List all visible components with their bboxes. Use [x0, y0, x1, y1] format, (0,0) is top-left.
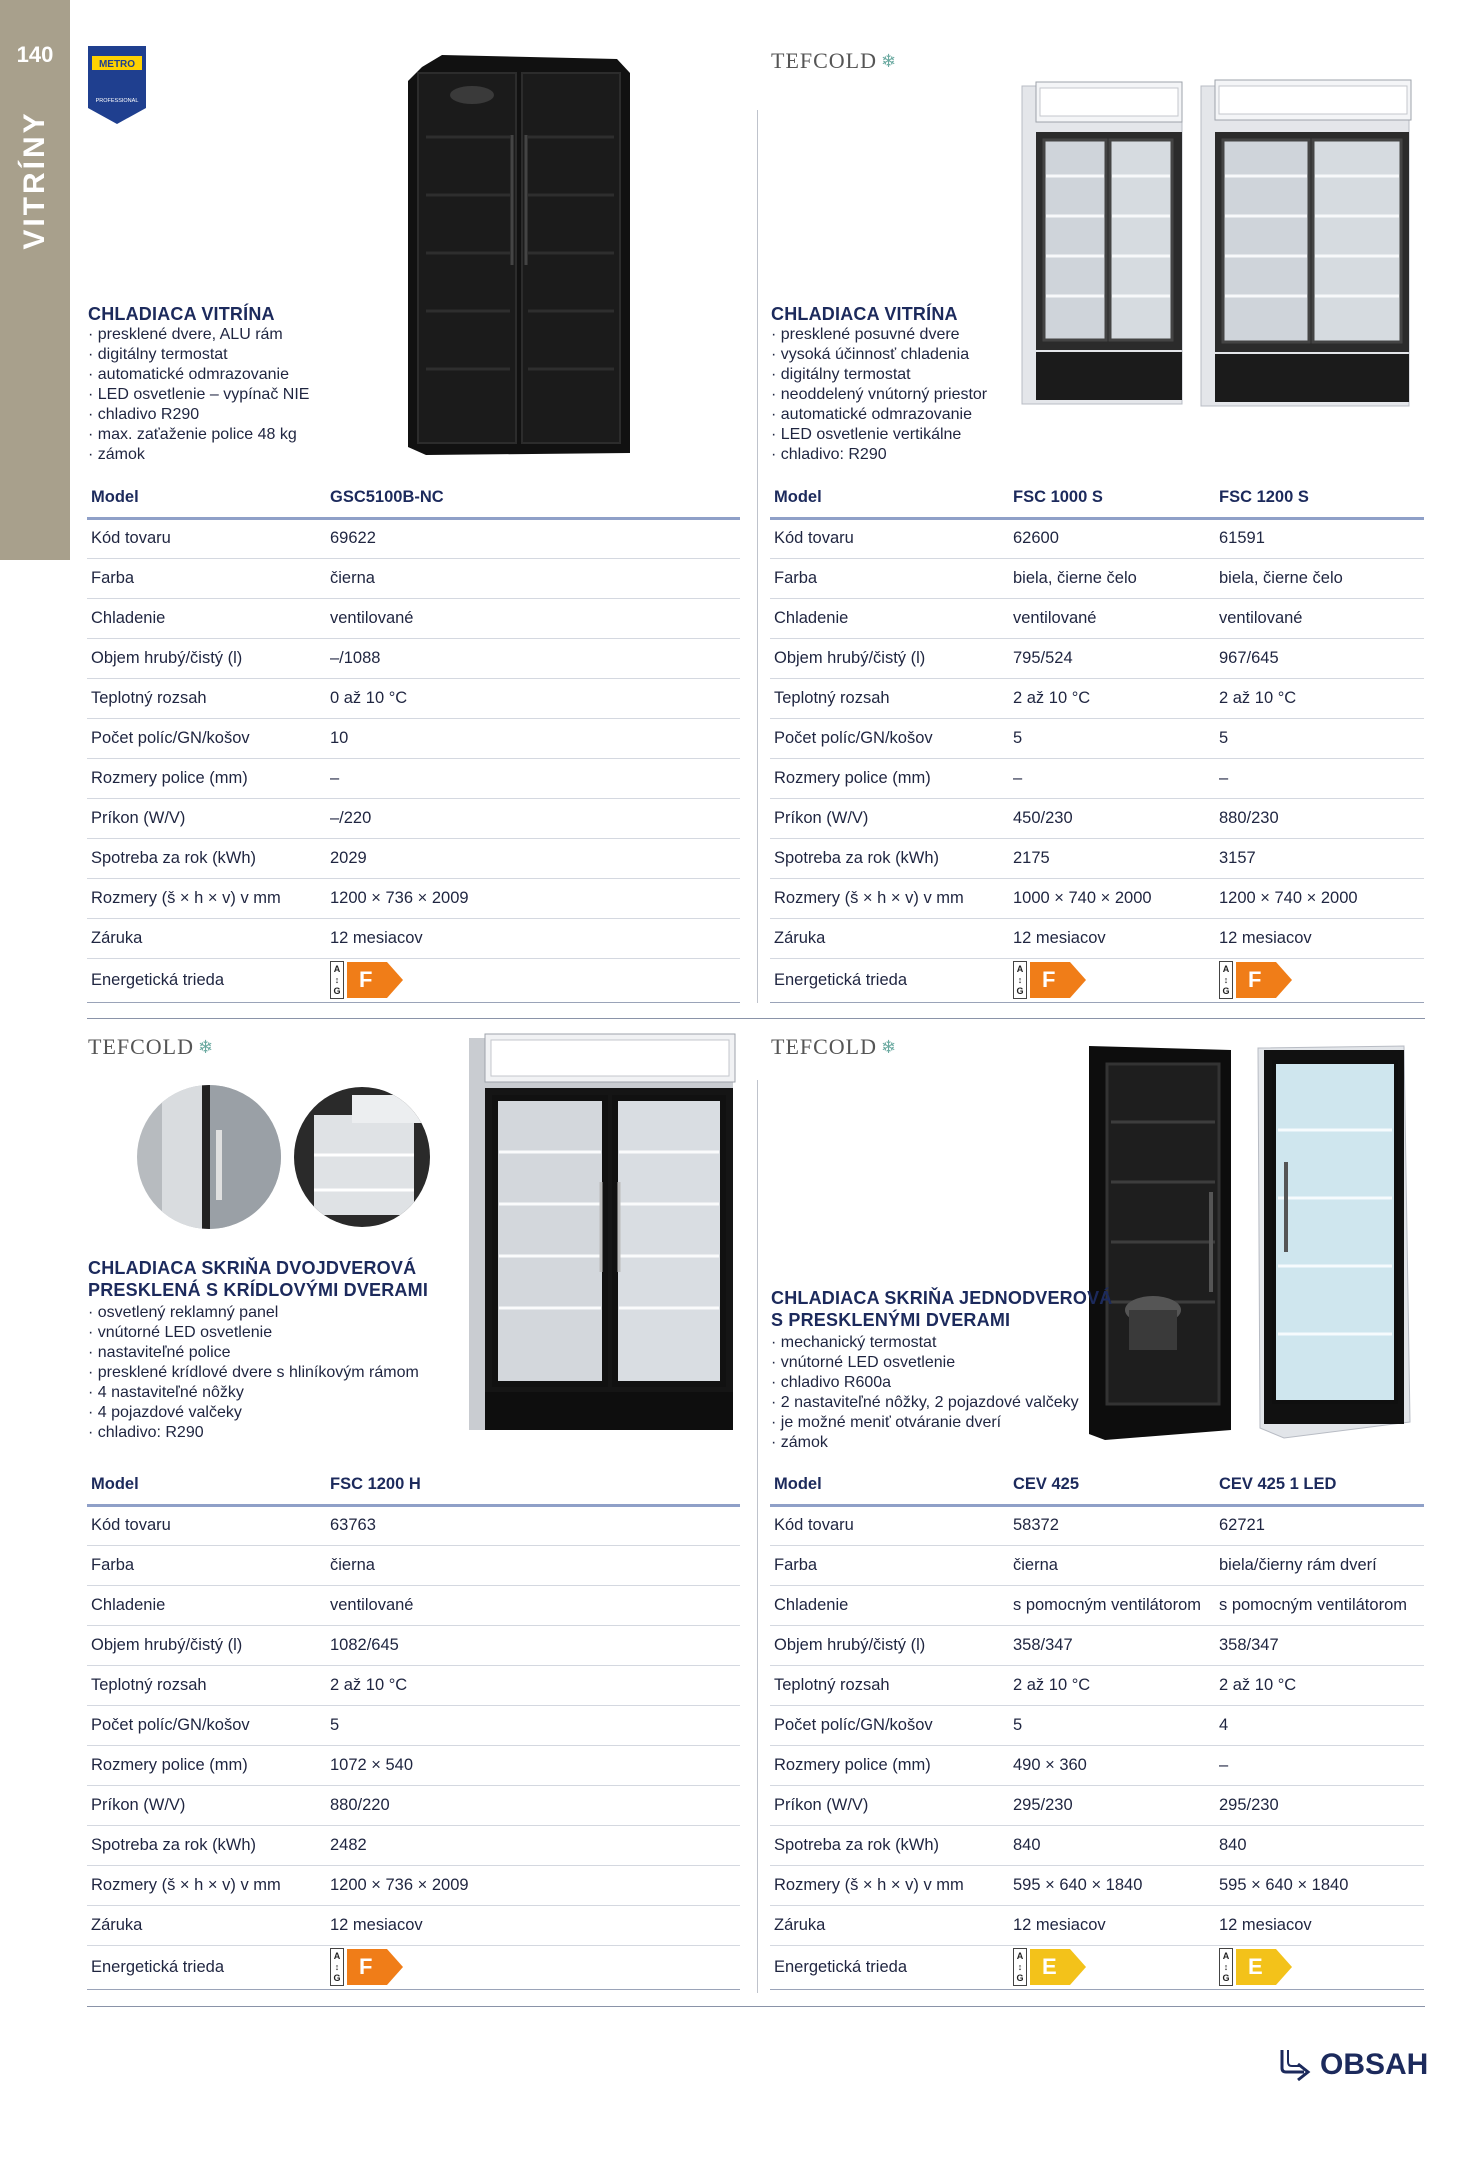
spec-label: Teplotný rozsah: [87, 1665, 326, 1705]
spec-value: 1200 × 736 × 2009: [326, 1865, 740, 1905]
spec-label: Kód tovaru: [87, 1505, 326, 1545]
spec-label: Objem hrubý/čistý (l): [87, 1625, 326, 1665]
spec-label: Objem hrubý/čistý (l): [87, 638, 326, 678]
spec-value: –: [326, 758, 740, 798]
feature-item: · vysoká účinnosť chladenia: [771, 345, 987, 365]
spec-label: Počet políc/GN/košov: [770, 718, 1009, 758]
product-title: [771, 1287, 1113, 1331]
spec-header-row: [87, 1465, 740, 1505]
spec-row: [87, 558, 740, 598]
spec-label: Záruka: [87, 918, 326, 958]
energy-cell: [1215, 1945, 1424, 1989]
feature-item: · LED osvetlenie vertikálne: [771, 425, 987, 445]
spec-row: [87, 838, 740, 878]
spec-header-row: [87, 478, 740, 518]
feature-item: · nastaviteľné police: [88, 1343, 419, 1363]
product-image-fsc1200s: [1195, 76, 1413, 414]
spec-label: Kód tovaru: [770, 1505, 1009, 1545]
spec-row: [770, 1545, 1424, 1585]
spec-row: [770, 838, 1424, 878]
section-title: VITRÍNY: [18, 110, 51, 250]
product-title: CHLADIACA VITRÍNA: [88, 304, 275, 324]
spec-value: s pomocným ventilátorom: [1215, 1585, 1424, 1625]
spec-label: Spotreba za rok (kWh): [87, 838, 326, 878]
spec-label: Spotreba za rok (kWh): [770, 1825, 1009, 1865]
spec-table: [87, 1465, 740, 1990]
spec-table: [770, 478, 1424, 1003]
obsah-link[interactable]: [1278, 2048, 1428, 2082]
spec-label: Spotreba za rok (kWh): [770, 838, 1009, 878]
spec-row: [87, 1665, 740, 1705]
spec-value: 3157: [1215, 838, 1424, 878]
tefcold-logo: [771, 48, 897, 74]
product-image-fsc1000s: [1014, 76, 1184, 411]
energy-cell: [326, 958, 740, 1002]
energy-scale-icon: A ↕ G: [330, 1948, 344, 1986]
side-tab: [0, 0, 70, 560]
spec-value: 1200 × 736 × 2009: [326, 878, 740, 918]
spec-row: [770, 558, 1424, 598]
spec-value: 10: [326, 718, 740, 758]
spec-value: 2 až 10 °C: [1009, 678, 1215, 718]
energy-scale-icon: A ↕ G: [1013, 1948, 1027, 1986]
spec-row: [770, 518, 1424, 558]
energy-class-letter: F: [1042, 967, 1056, 992]
spec-label: Chladenie: [770, 1585, 1009, 1625]
spec-label: Chladenie: [87, 1585, 326, 1625]
spec-label: Počet políc/GN/košov: [770, 1705, 1009, 1745]
spec-row: [770, 1705, 1424, 1745]
spec-value: –: [1215, 758, 1424, 798]
spec-value: –: [1009, 758, 1215, 798]
spec-row: [87, 918, 740, 958]
spec-row: [87, 638, 740, 678]
spec-label: Energetická trieda: [87, 1945, 326, 1989]
spec-value: biela, čierne čelo: [1215, 558, 1424, 598]
spec-value: 1200 × 740 × 2000: [1215, 878, 1424, 918]
spec-value: 595 × 640 × 1840: [1215, 1865, 1424, 1905]
spec-label: Rozmery (š × h × v) v mm: [87, 1865, 326, 1905]
spec-row: [770, 1745, 1424, 1785]
spec-row: [87, 1545, 740, 1585]
spec-label: Chladenie: [770, 598, 1009, 638]
spec-header-row: [770, 1465, 1424, 1505]
spec-row: [87, 1625, 740, 1665]
spec-row: [87, 1825, 740, 1865]
energy-class-letter: E: [1248, 1954, 1263, 1979]
spec-value: čierna: [326, 1545, 740, 1585]
energy-row: [770, 1945, 1424, 1989]
snowflake-icon: ❄: [198, 1036, 215, 1057]
spec-row: [770, 918, 1424, 958]
spec-row: [770, 878, 1424, 918]
spec-value: 62600: [1009, 518, 1215, 558]
feature-item: · mechanický termostat: [771, 1333, 1079, 1353]
energy-arrow: [1236, 1949, 1292, 1985]
energy-row: [87, 958, 740, 1002]
spec-value: 1072 × 540: [326, 1745, 740, 1785]
energy-scale-icon: A ↕ G: [1013, 961, 1027, 999]
energy-cell: [1009, 1945, 1215, 1989]
spec-row: [770, 1665, 1424, 1705]
spec-row: [87, 518, 740, 558]
spec-label: Záruka: [87, 1905, 326, 1945]
spec-row: [87, 1745, 740, 1785]
energy-class-label: [1013, 961, 1086, 999]
feature-item: · 4 nastaviteľné nôžky: [88, 1383, 419, 1403]
product-title-line: S PRESKLENÝMI DVERAMI: [771, 1310, 1011, 1330]
spec-row: [87, 1865, 740, 1905]
spec-value: 795/524: [1009, 638, 1215, 678]
feature-item: · je možné meniť otváranie dverí: [771, 1413, 1079, 1433]
spec-value: 63763: [326, 1505, 740, 1545]
spec-label: Teplotný rozsah: [770, 678, 1009, 718]
energy-arrow: [1030, 962, 1086, 998]
spec-row: [770, 1825, 1424, 1865]
model-name: FSC 1200 H: [326, 1465, 740, 1505]
page-number: 140: [16, 42, 54, 67]
spec-header-label: Model: [87, 478, 326, 518]
spec-label: Rozmery police (mm): [87, 758, 326, 798]
product-title: CHLADIACA VITRÍNA: [771, 304, 958, 324]
spec-value: ventilované: [326, 1585, 740, 1625]
feature-item: · osvetlený reklamný panel: [88, 1303, 419, 1323]
spec-value: 4: [1215, 1705, 1424, 1745]
spec-value: 2482: [326, 1825, 740, 1865]
spec-row: [87, 758, 740, 798]
feature-item: · chladivo: R290: [88, 1423, 419, 1443]
spec-label: Záruka: [770, 1905, 1009, 1945]
spec-row: [87, 1505, 740, 1545]
arrow-return-icon: [1278, 2048, 1314, 2082]
spec-label: Kód tovaru: [770, 518, 1009, 558]
spec-row: [770, 678, 1424, 718]
section-divider: [87, 2006, 1425, 2007]
spec-table: [87, 478, 740, 1003]
spec-header-label: Model: [87, 1465, 326, 1505]
spec-row: [770, 798, 1424, 838]
spec-row: [770, 598, 1424, 638]
spec-label: Príkon (W/V): [770, 798, 1009, 838]
energy-scale-icon: A ↕ G: [330, 961, 344, 999]
spec-label: Objem hrubý/čistý (l): [770, 638, 1009, 678]
product-title: [88, 1257, 428, 1301]
energy-arrow: [1030, 1949, 1086, 1985]
spec-label: Počet políc/GN/košov: [87, 1705, 326, 1745]
metro-professional-logo: [88, 46, 146, 124]
model-name: FSC 1200 S: [1215, 478, 1424, 518]
energy-class-label: [330, 961, 403, 999]
feature-item: · vnútorné LED osvetlenie: [771, 1353, 1079, 1373]
spec-value: –: [1215, 1745, 1424, 1785]
spec-header-label: Model: [770, 1465, 1009, 1505]
spec-row: [770, 638, 1424, 678]
energy-class-letter: F: [359, 1954, 373, 1979]
feature-item: · zámok: [88, 445, 309, 465]
energy-class-label: [330, 1948, 403, 1986]
feature-item: · max. zaťaženie police 48 kg: [88, 425, 309, 445]
feature-item: · chladivo: R290: [771, 445, 987, 465]
feature-item: · chladivo R290: [88, 405, 309, 425]
spec-row: [87, 598, 740, 638]
column-divider: [757, 1080, 758, 1993]
snowflake-icon: ❄: [881, 1036, 898, 1057]
energy-scale-icon: A ↕ G: [1219, 961, 1233, 999]
product-image-cev425: [1085, 1042, 1235, 1442]
spec-value: –/1088: [326, 638, 740, 678]
spec-header-label: Model: [770, 478, 1009, 518]
model-name: CEV 425: [1009, 1465, 1215, 1505]
spec-value: ventilované: [326, 598, 740, 638]
energy-class-label: [1219, 1948, 1292, 1986]
spec-value: 12 mesiacov: [1009, 918, 1215, 958]
spec-value: 12 mesiacov: [1215, 1905, 1424, 1945]
tefcold-logo-text: TEFCOLD: [88, 1034, 194, 1059]
spec-value: 62721: [1215, 1505, 1424, 1545]
spec-value: 450/230: [1009, 798, 1215, 838]
spec-value: biela/čierny rám dverí: [1215, 1545, 1424, 1585]
spec-label: Počet políc/GN/košov: [87, 718, 326, 758]
product-title-line: CHLADIACA SKRIŇA JEDNODVEROVÁ: [771, 1288, 1113, 1308]
spec-value: 58372: [1009, 1505, 1215, 1545]
feature-item: · automatické odmrazovanie: [88, 365, 309, 385]
energy-class-letter: F: [359, 967, 373, 992]
spec-row: [770, 718, 1424, 758]
feature-item: · presklené dvere, ALU rám: [88, 325, 309, 345]
spec-label: Rozmery (š × h × v) v mm: [770, 878, 1009, 918]
energy-class-label: [1013, 1948, 1086, 1986]
spec-value: 12 mesiacov: [326, 918, 740, 958]
spec-value: –/220: [326, 798, 740, 838]
product-detail-image-doors: [132, 1080, 287, 1235]
energy-class-letter: E: [1042, 1954, 1057, 1979]
spec-label: Príkon (W/V): [87, 1785, 326, 1825]
spec-value: 840: [1009, 1825, 1215, 1865]
spec-value: 1000 × 740 × 2000: [1009, 878, 1215, 918]
spec-row: [87, 798, 740, 838]
spec-label: Teplotný rozsah: [87, 678, 326, 718]
energy-row: [87, 1945, 740, 1989]
spec-value: 2029: [326, 838, 740, 878]
energy-class-label: [1219, 961, 1292, 999]
feature-item: · digitálny termostat: [88, 345, 309, 365]
model-name: CEV 425 1 LED: [1215, 1465, 1424, 1505]
spec-table: [770, 1465, 1424, 1990]
feature-item: · 4 pojazdové valčeky: [88, 1403, 419, 1423]
spec-label: Rozmery police (mm): [770, 758, 1009, 798]
section-divider: [87, 1018, 1425, 1019]
spec-value: 5: [1215, 718, 1424, 758]
tefcold-logo-text: TEFCOLD: [771, 1034, 877, 1059]
snowflake-icon: ❄: [881, 50, 898, 71]
spec-row: [770, 1505, 1424, 1545]
feature-item: · automatické odmrazovanie: [771, 405, 987, 425]
feature-item: · chladivo R600a: [771, 1373, 1079, 1393]
spec-value: 295/230: [1009, 1785, 1215, 1825]
feature-item: · zámok: [771, 1433, 1079, 1453]
energy-arrow: [347, 1949, 403, 1985]
spec-row: [87, 1905, 740, 1945]
spec-row: [87, 718, 740, 758]
spec-value: 490 × 360: [1009, 1745, 1215, 1785]
feature-item: · digitálny termostat: [771, 365, 987, 385]
spec-label: Kód tovaru: [87, 518, 326, 558]
spec-label: Farba: [770, 558, 1009, 598]
tefcold-logo: [88, 1034, 214, 1060]
spec-row: [770, 1625, 1424, 1665]
spec-value: ventilované: [1009, 598, 1215, 638]
energy-class-letter: F: [1248, 967, 1262, 992]
spec-value: s pomocným ventilátorom: [1009, 1585, 1215, 1625]
model-name: FSC 1000 S: [1009, 478, 1215, 518]
spec-row: [770, 1905, 1424, 1945]
feature-list: [88, 1303, 419, 1443]
spec-row: [87, 1785, 740, 1825]
spec-label: Rozmery police (mm): [87, 1745, 326, 1785]
spec-label: Energetická trieda: [770, 1945, 1009, 1989]
product-detail-image-interior: [292, 1085, 432, 1230]
spec-value: 840: [1215, 1825, 1424, 1865]
feature-list: [771, 1333, 1079, 1453]
spec-row: [770, 758, 1424, 798]
spec-label: Príkon (W/V): [770, 1785, 1009, 1825]
spec-header-row: [770, 478, 1424, 518]
spec-value: 69622: [326, 518, 740, 558]
spec-value: 0 až 10 °C: [326, 678, 740, 718]
feature-item: · vnútorné LED osvetlenie: [88, 1323, 419, 1343]
product-image-gsc5100b: [402, 55, 632, 460]
tefcold-logo-text: TEFCOLD: [771, 48, 877, 73]
spec-value: 12 mesiacov: [1215, 918, 1424, 958]
spec-row: [87, 1585, 740, 1625]
product-title-line: CHLADIACA SKRIŇA DVOJDVEROVÁ: [88, 1258, 417, 1278]
spec-label: Energetická trieda: [770, 958, 1009, 1002]
spec-label: Záruka: [770, 918, 1009, 958]
feature-list: [771, 325, 987, 465]
spec-value: 880/220: [326, 1785, 740, 1825]
model-name: GSC5100B-NC: [326, 478, 740, 518]
spec-row: [87, 678, 740, 718]
energy-scale-icon: A ↕ G: [1219, 1948, 1233, 1986]
metro-logo-text: METRO: [98, 59, 136, 70]
spec-label: Rozmery (š × h × v) v mm: [770, 1865, 1009, 1905]
product-image-cev425-1-led: [1254, 1042, 1414, 1442]
product-image-fsc1200h: [465, 1032, 737, 1437]
spec-value: 61591: [1215, 518, 1424, 558]
spec-value: 358/347: [1009, 1625, 1215, 1665]
spec-label: Rozmery (š × h × v) v mm: [87, 878, 326, 918]
spec-value: 12 mesiacov: [326, 1905, 740, 1945]
spec-row: [770, 1585, 1424, 1625]
feature-item: · LED osvetlenie – vypínač NIE: [88, 385, 309, 405]
product-title-line: PRESKLENÁ S KRÍDLOVÝMI DVERAMI: [88, 1280, 429, 1300]
spec-label: Farba: [87, 1545, 326, 1585]
spec-value: 880/230: [1215, 798, 1424, 838]
spec-value: 5: [326, 1705, 740, 1745]
spec-value: čierna: [326, 558, 740, 598]
energy-arrow: [347, 962, 403, 998]
spec-label: Rozmery police (mm): [770, 1745, 1009, 1785]
spec-row: [770, 1865, 1424, 1905]
feature-item: · presklené krídlové dvere s hliníkovým rámom: [88, 1363, 419, 1383]
spec-value: 295/230: [1215, 1785, 1424, 1825]
energy-cell: [326, 1945, 740, 1989]
energy-cell: [1009, 958, 1215, 1002]
spec-value: ventilované: [1215, 598, 1424, 638]
spec-row: [87, 878, 740, 918]
spec-value: 12 mesiacov: [1009, 1905, 1215, 1945]
column-divider: [757, 110, 758, 1003]
tefcold-logo: [771, 1034, 897, 1060]
spec-value: 967/645: [1215, 638, 1424, 678]
spec-row: [87, 1705, 740, 1745]
feature-item: · neoddelený vnútorný priestor: [771, 385, 987, 405]
spec-label: Farba: [87, 558, 326, 598]
obsah-label: OBSAH: [1320, 2048, 1429, 2081]
spec-label: Objem hrubý/čistý (l): [770, 1625, 1009, 1665]
spec-label: Farba: [770, 1545, 1009, 1585]
spec-label: Teplotný rozsah: [770, 1665, 1009, 1705]
feature-list: [88, 325, 309, 465]
spec-value: 595 × 640 × 1840: [1009, 1865, 1215, 1905]
energy-arrow: [1236, 962, 1292, 998]
spec-value: 2 až 10 °C: [326, 1665, 740, 1705]
spec-value: 2175: [1009, 838, 1215, 878]
spec-label: Príkon (W/V): [87, 798, 326, 838]
spec-value: čierna: [1009, 1545, 1215, 1585]
energy-cell: [1215, 958, 1424, 1002]
spec-value: 5: [1009, 718, 1215, 758]
spec-value: 5: [1009, 1705, 1215, 1745]
spec-label: Spotreba za rok (kWh): [87, 1825, 326, 1865]
feature-item: · 2 nastaviteľné nôžky, 2 pojazdové valčeky: [771, 1393, 1079, 1413]
spec-value: 2 až 10 °C: [1215, 1665, 1424, 1705]
spec-value: 358/347: [1215, 1625, 1424, 1665]
spec-value: biela, čierne čelo: [1009, 558, 1215, 598]
feature-item: · presklené posuvné dvere: [771, 325, 987, 345]
spec-label: Energetická trieda: [87, 958, 326, 1002]
spec-value: 2 až 10 °C: [1009, 1665, 1215, 1705]
energy-row: [770, 958, 1424, 1002]
spec-label: Chladenie: [87, 598, 326, 638]
spec-row: [770, 1785, 1424, 1825]
spec-value: 1082/645: [326, 1625, 740, 1665]
metro-logo-subtext: PROFESSIONAL: [95, 98, 139, 104]
spec-value: 2 až 10 °C: [1215, 678, 1424, 718]
